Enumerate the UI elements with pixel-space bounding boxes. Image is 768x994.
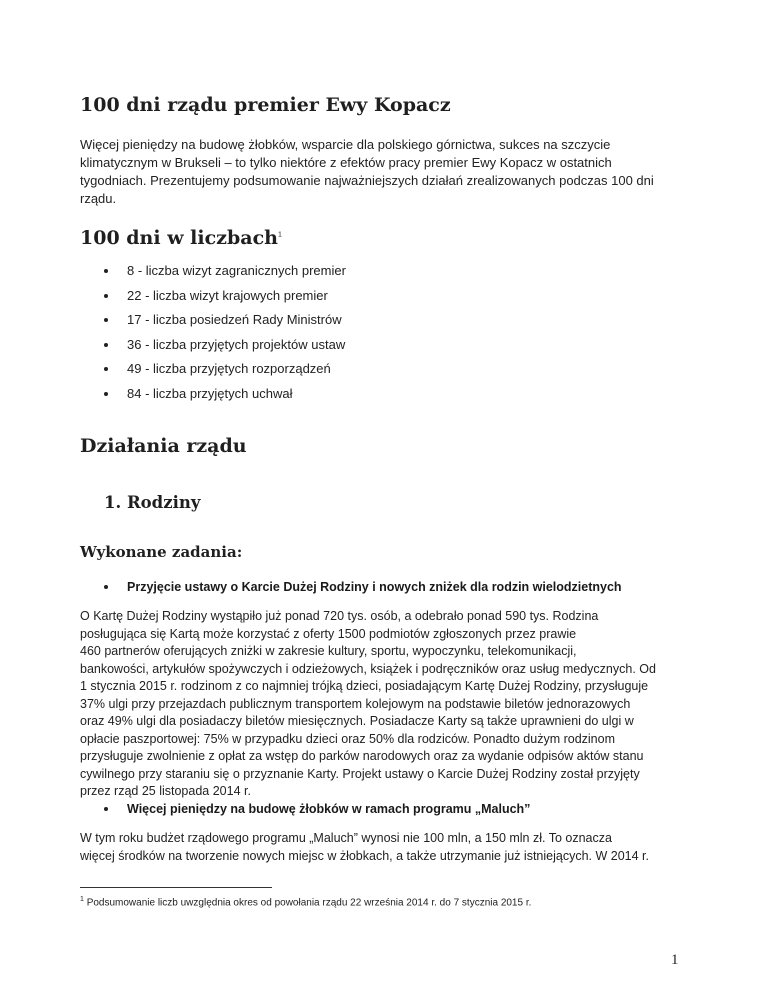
bullet-icon [104, 269, 108, 273]
task-description [80, 830, 690, 865]
paragraph-line: opłacie paszportowej: 75% w przypadku dzieci oraz 50% dla rodziców. Ponadto dużym rodzinom [80, 731, 616, 746]
paragraph-line: cywilnego przy staraniu się o przyznanie Karty. Projekt ustawy o Karcie Dużej Rodziny został przyjęty [80, 766, 640, 781]
footnote [80, 896, 531, 908]
footnote-separator [80, 887, 272, 888]
intro-line: tygodniach. Prezentujemy podsumowanie najważniejszych działań zrealizowanych podczas 100 dni [80, 173, 654, 188]
list-item-text: 22 - liczba wizyt krajowych premier [127, 287, 328, 303]
list-item [80, 287, 346, 312]
task-title-text: Więcej pieniędzy na budowę żłobków w ramach programu „Maluch” [127, 802, 531, 816]
paragraph-line: 37% ulgi przy przejazdach publicznym transportem kolejowym na podstawie biletów jednorazowych [80, 696, 631, 711]
paragraph-line: 460 partnerów oferujących zniżki w zakresie kultury, sportu, wypoczynku, telekomunikacji, [80, 644, 577, 658]
task-title [80, 800, 530, 818]
bullet-icon [104, 318, 108, 322]
numbers-heading [80, 227, 282, 249]
bullet-icon [104, 392, 108, 396]
paragraph-line: 1 stycznia 2015 r. rodzinom z co najmniej trójką dzieci, posiadającym Kartę Dużej Rodziny, przysługuje [80, 679, 649, 693]
list-item-text: 8 - liczba wizyt zagranicznych premier [127, 263, 346, 278]
paragraph-line: przysługuje zwolnienie z opłat za wstęp do parków narodowych oraz za wydanie odpisów aktów stanu [80, 749, 644, 763]
intro-line: klimatycznym w Brukseli – to tylko niektóre z efektów pracy premier Ewy Kopacz w ostatnich [80, 155, 612, 170]
numbers-list [80, 262, 346, 410]
page-number: 1 [671, 952, 679, 968]
numbers-heading-text: 100 dni w liczbach [80, 227, 278, 249]
intro-line: Więcej pieniędzy na budowę żłobków, wsparcie dla polskiego górnictwa, sukces na szczycie [80, 137, 611, 152]
intro-paragraph [80, 136, 680, 208]
actions-heading: Działania rządu [80, 435, 247, 457]
paragraph-line: więcej środków na tworzenie nowych miejsc w żłobkach, a także utrzymanie już istniejących. W 2014 r. [80, 848, 649, 863]
task-title-text: Przyjęcie ustawy o Karcie Dużej Rodziny i nowych zniżek dla rodzin wielodzietnych [127, 580, 622, 594]
bullet-icon [104, 807, 108, 811]
list-item [80, 336, 346, 361]
list-item-text: 36 - liczba przyjętych projektów ustaw [127, 336, 346, 352]
list-item [80, 262, 346, 287]
completed-tasks-heading: Wykonane zadania: [80, 543, 243, 561]
bullet-icon [104, 585, 108, 589]
bullet-icon [104, 367, 108, 371]
document-title: 100 dni rządu premier Ewy Kopacz [80, 94, 451, 116]
families-subheading: 1. Rodziny [104, 493, 201, 512]
paragraph-line: posługująca się Kartą może korzystać z oferty 1500 podmiotów zgłoszonych przez prawie [80, 626, 577, 641]
paragraph-line: W tym roku budżet rządowego programu „Maluch” wynosi nie 100 mln, a 150 mln zł. To oznacza [80, 831, 612, 845]
paragraph-line: oraz 49% ulgi dla posiadaczy biletów miesięcznych. Posiadacze Karty są także uprawnieni do ulgi w [80, 714, 634, 728]
paragraph-line: O Kartę Dużej Rodziny wystąpiło już ponad 720 tys. osób, a odebrało ponad 590 tys. Rodzina [80, 609, 599, 623]
task-title [80, 578, 622, 596]
paragraph-line: bankowości, artykułów spożywczych i odzieżowych, książek i podręczników oraz usług medycznych. Od [80, 661, 656, 676]
list-item [80, 360, 346, 385]
list-item-text: 49 - liczba przyjętych rozporządzeń [127, 361, 331, 377]
task-description [80, 608, 690, 801]
paragraph-line: przez rząd 25 listopada 2014 r. [80, 784, 251, 798]
footnote-marker: 1 [80, 896, 84, 903]
list-item [80, 385, 346, 410]
list-item [80, 311, 346, 336]
intro-line: rządu. [80, 191, 117, 206]
bullet-icon [104, 294, 108, 298]
list-item-text: 84 - liczba przyjętych uchwał [127, 385, 293, 401]
footnote-reference[interactable]: 1 [277, 231, 282, 239]
bullet-icon [104, 343, 108, 347]
footnote-text: Podsumowanie liczb uwzględnia okres od powołania rządu 22 września 2014 r. do 7 stycznia 2015 r. [86, 897, 532, 909]
list-item-text: 17 - liczba posiedzeń Rady Ministrów [127, 312, 342, 328]
